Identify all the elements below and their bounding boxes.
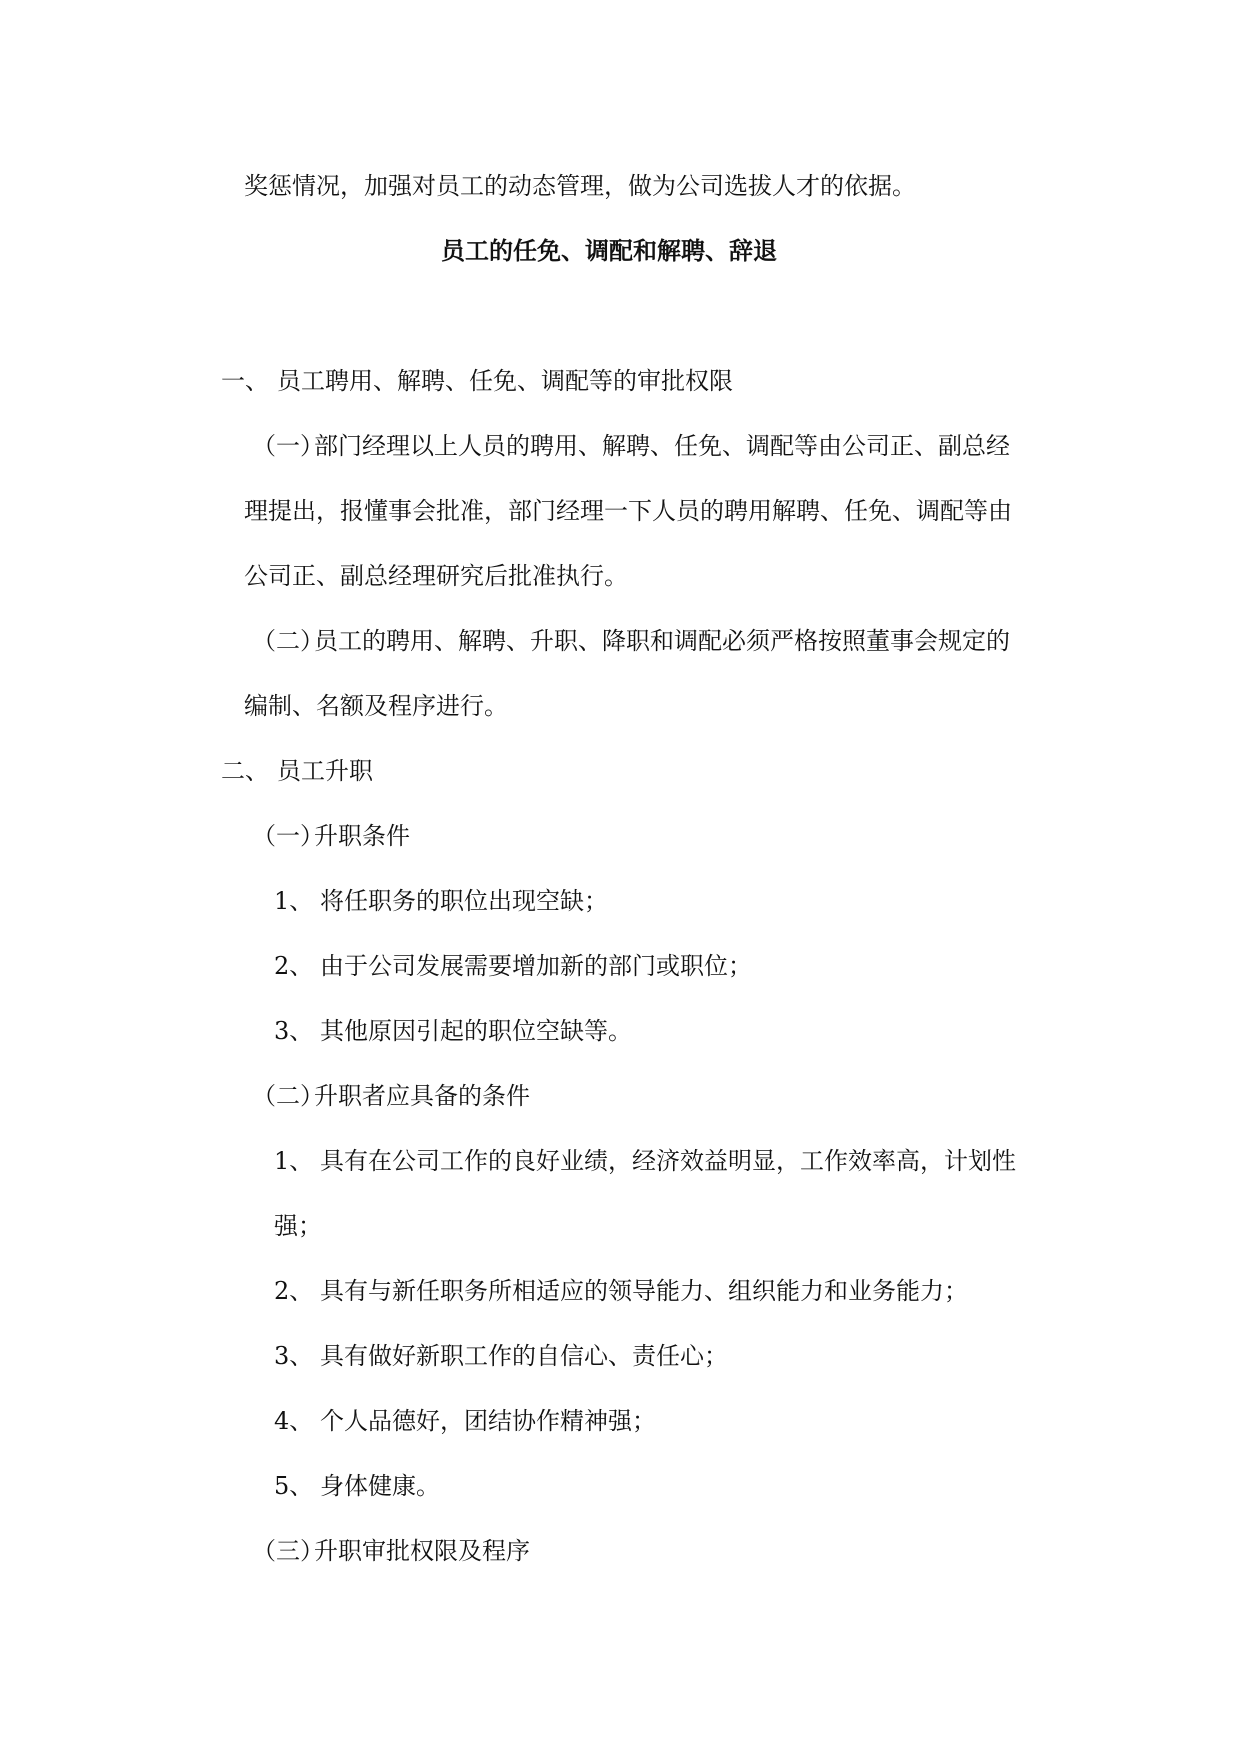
item-text: 具有做好新职工作的自信心、责任心； xyxy=(320,1342,728,1370)
section-number: 一、 xyxy=(221,367,269,395)
item-number: 4、 xyxy=(274,1407,314,1435)
subsection-3 xyxy=(252,1536,530,1566)
item-number: 3、 xyxy=(274,1342,314,1370)
paragraph-line: 强； xyxy=(274,1212,322,1240)
section-heading-2 xyxy=(221,756,373,786)
item-text: 个人品德好，团结协作精神强； xyxy=(320,1407,656,1435)
subsection-2 xyxy=(252,626,1010,656)
list-item xyxy=(274,1016,632,1046)
item-number: 2、 xyxy=(274,1277,314,1305)
list-item xyxy=(274,1146,1016,1176)
paragraph-line: 员工的聘用、解聘、升职、降职和调配必须严格按照董事会规定的 xyxy=(314,627,1010,655)
subsection-number: （一） xyxy=(252,822,324,850)
item-text: 其他原因引起的职位空缺等。 xyxy=(320,1017,632,1045)
section-number: 二、 xyxy=(221,757,269,785)
item-number: 2、 xyxy=(274,952,314,980)
section-heading-text: 员工升职 xyxy=(277,757,373,785)
list-item xyxy=(274,886,608,916)
subsection-text: 升职审批权限及程序 xyxy=(314,1537,530,1565)
list-item xyxy=(274,1276,968,1306)
paragraph-line: 部门经理以上人员的聘用、解聘、任免、调配等由公司正、副总经 xyxy=(314,432,1010,460)
subsection-number: （一） xyxy=(252,432,324,460)
item-number: 1、 xyxy=(274,1147,314,1175)
list-item xyxy=(274,1341,728,1371)
section-heading-1 xyxy=(221,366,733,396)
subsection-1 xyxy=(252,431,1010,461)
paragraph-line: 理提出，报懂事会批准，部门经理一下人员的聘用解聘、任免、调配等由 xyxy=(244,497,1012,525)
paragraph-line: 编制、名额及程序进行。 xyxy=(244,692,508,720)
item-text: 由于公司发展需要增加新的部门或职位； xyxy=(320,952,752,980)
paragraph-line: 公司正、副总经理研究后批准执行。 xyxy=(244,562,628,590)
list-item xyxy=(274,951,752,981)
item-text: 身体健康。 xyxy=(320,1472,440,1500)
item-number: 5、 xyxy=(274,1472,314,1500)
paragraph-line: 奖惩情况，加强对员工的动态管理，做为公司选拔人才的依据。 xyxy=(244,172,916,200)
item-number: 1、 xyxy=(274,887,314,915)
item-text: 具有在公司工作的良好业绩，经济效益明显，工作效率高，计划性 xyxy=(320,1147,1016,1175)
list-item xyxy=(274,1406,656,1436)
subsection-text: 升职者应具备的条件 xyxy=(314,1082,530,1110)
item-number: 3、 xyxy=(274,1017,314,1045)
subsection-number: （二） xyxy=(252,627,324,655)
subsection-number: （二） xyxy=(252,1082,324,1110)
item-text: 将任职务的职位出现空缺； xyxy=(320,887,608,915)
subsection-1 xyxy=(252,821,410,851)
subsection-text: 升职条件 xyxy=(314,822,410,850)
item-text: 具有与新任职务所相适应的领导能力、组织能力和业务能力； xyxy=(320,1277,968,1305)
list-item xyxy=(274,1471,440,1501)
subsection-number: （三） xyxy=(252,1537,324,1565)
section-title: 员工的任免、调配和解聘、辞退 xyxy=(441,237,777,265)
section-heading-text: 员工聘用、解聘、任免、调配等的审批权限 xyxy=(277,367,733,395)
subsection-2 xyxy=(252,1081,530,1111)
